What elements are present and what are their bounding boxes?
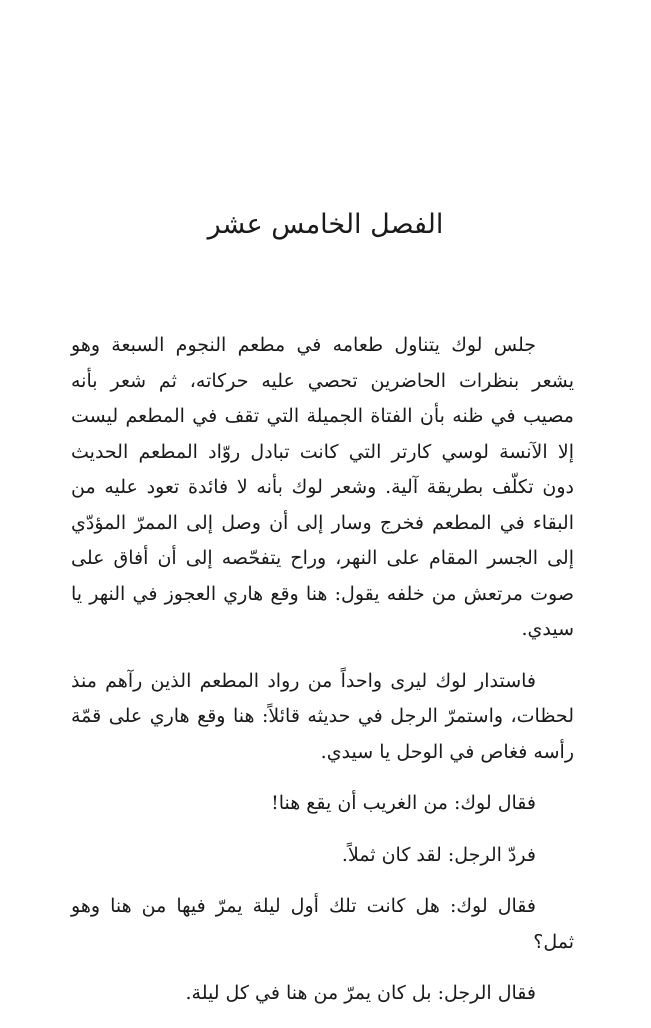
paragraph: فقال الرجل: بل كان يمرّ من هنا في كل ليلة. xyxy=(185,982,536,1004)
paragraph: فاستدار لوك ليرى واحداً من رواد المطعم الذين رآهم منذ لحظات، واستمرّ الرجل في حديثه قائلاً: هنا وقع هاري على قمّة رأسه فغاص في الوحل يا سيدي. xyxy=(71,669,574,763)
paragraph: فقال لوك: من الغريب أن يقع هنا! xyxy=(271,792,536,814)
paragraph: فقال لوك: هل كانت تلك أول ليلة يمرّ فيها من هنا وهو ثمل؟ xyxy=(71,895,574,953)
paragraph: فردّ الرجل: لقد كان ثملاً. xyxy=(341,843,536,866)
chapter-body xyxy=(71,328,574,1028)
chapter-title: الفصل الخامس عشر xyxy=(207,209,444,240)
paragraph: جلس لوك يتناول طعامه في مطعم النجوم السبعة وهو يشعر بنظرات الحاضرين تحصي عليه حركاته، ثم شعر بأنه مصيب في ظنه بأن الفتاة الجميلة التي تقف في المطعم ليست إلا الآنسة لوسي كارتر التي كانت تبادل روّاد المطعم الحديث دون تكلّف بطريقة آلية. وشعر لوك بأنه لا فائدة تعود عليه من البقاء في المطعم فخرج وسار إلى أن وصل إلى الممرّ المؤدّي إلى الجسر المقام على النهر، وراح يتفحّصه إلى أن أفاق على صوت مرتعش من خلفه يقول: هنا وقع هاري العجوز في النهر يا سيدي. xyxy=(71,334,574,640)
